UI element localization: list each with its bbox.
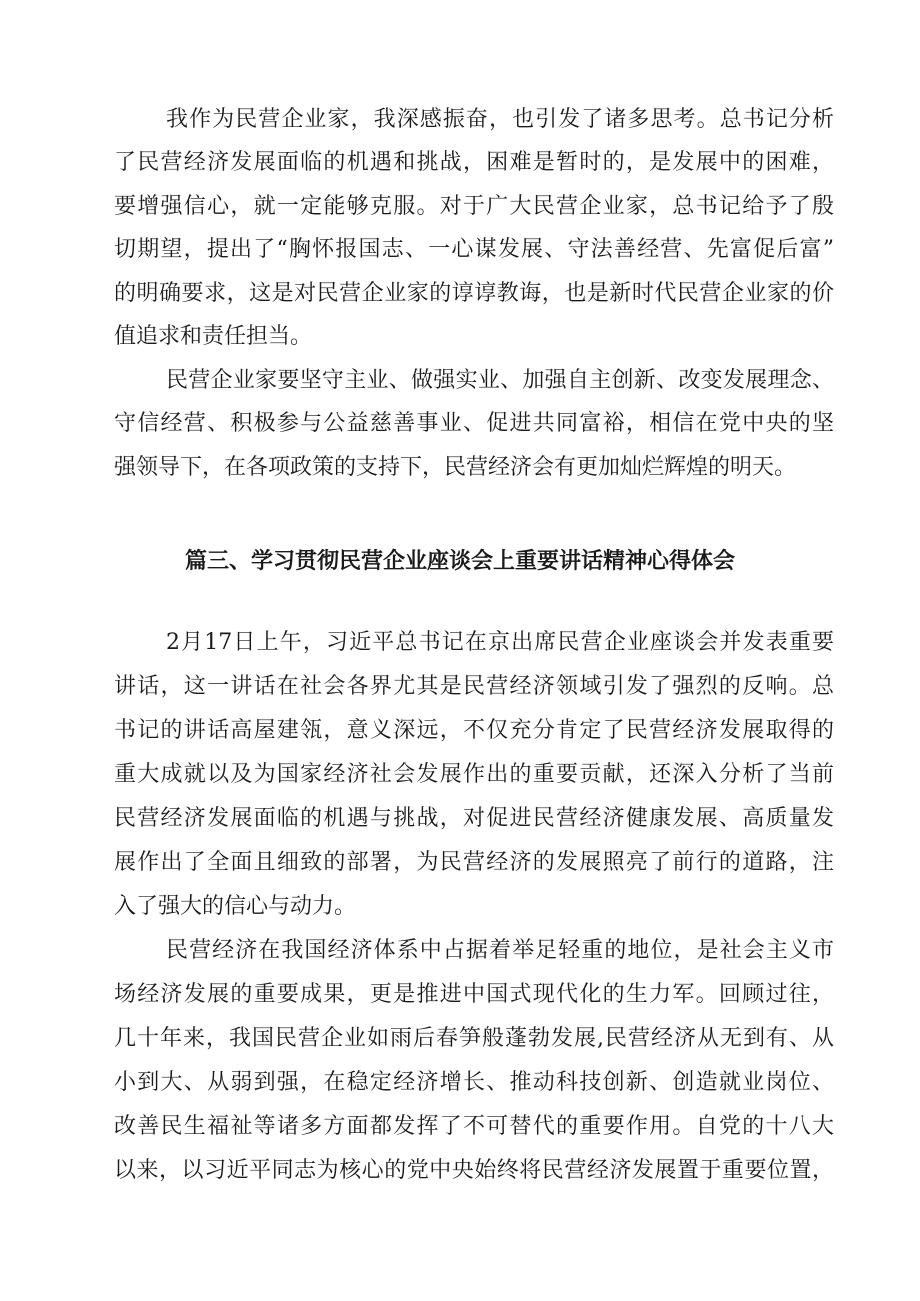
text-line: 民营经济发展面临的机遇与挑战，对促进民营经济健康发展、高质量发 <box>114 806 834 831</box>
text-line: 切期望，提出了“胸怀报国志、一心谋发展、守法善经营、先富促后富” <box>114 237 834 262</box>
text-line: 以来，以习近平同志为核心的党中央始终将民营经济发展置于重要位置， <box>114 1158 834 1183</box>
text-line: 2月17日上午，习近平总书记在京出席民营企业座谈会并发表重要 <box>166 630 834 655</box>
text-line: 重大成就以及为国家经济社会发展作出的重要贡献，还深入分析了当前 <box>114 762 834 787</box>
text-line: 守信经营、积极参与公益慈善事业、促进共同富裕，相信在党中央的坚 <box>114 411 834 436</box>
text-line: 要增强信心，就一定能够克服。对于广大民营企业家，总书记给予了殷 <box>114 194 834 219</box>
text-line: 改善民生福祉等诸多方面都发挥了不可替代的重要作用。自党的十八大 <box>114 1114 834 1139</box>
text-line: 强领导下，在各项政策的支持下，民营经济会有更加灿烂辉煌的明天。 <box>114 455 797 480</box>
text-line: 书记的讲话高屋建瓴，意义深远，不仅充分肯定了民营经济发展取得的 <box>114 718 834 743</box>
text-line: 值追求和责任担当。 <box>114 324 313 349</box>
text-line: 讲话，这一讲话在社会各界尤其是民营经济领域引发了强烈的反响。总 <box>114 674 834 699</box>
section-heading: 篇三、学习贯彻民营企业座谈会上重要讲话精神心得体会 <box>184 549 735 574</box>
text-line: 民营企业家要坚守主业、做强实业、加强自主创新、改变发展理念、 <box>166 368 834 393</box>
text-line: 几十年来，我国民营企业如雨后春笋般蓬勃发展,民营经济从无到有、从 <box>114 1026 834 1051</box>
text-line: 我作为民营企业家，我深感振奋，也引发了诸多思考。总书记分析 <box>166 107 834 132</box>
text-line: 小到大、从弱到强，在稳定经济增长、推动科技创新、创造就业岗位、 <box>114 1070 834 1095</box>
text-line: 了民营经济发展面临的机遇和挑战，困难是暂时的，是发展中的困难， <box>114 150 834 175</box>
text-line: 入了强大的信心与动力。 <box>114 894 357 919</box>
text-line: 的明确要求，这是对民营企业家的谆谆教诲，也是新时代民营企业家的价 <box>114 281 834 306</box>
text-line: 场经济发展的重要成果，更是推进中国式现代化的生力军。回顾过往， <box>114 982 834 1007</box>
text-line: 民营经济在我国经济体系中占据着举足轻重的地位，是社会主义市 <box>166 938 834 963</box>
text-line: 展作出了全面且细致的部署，为民营经济的发展照亮了前行的道路，注 <box>114 850 834 875</box>
